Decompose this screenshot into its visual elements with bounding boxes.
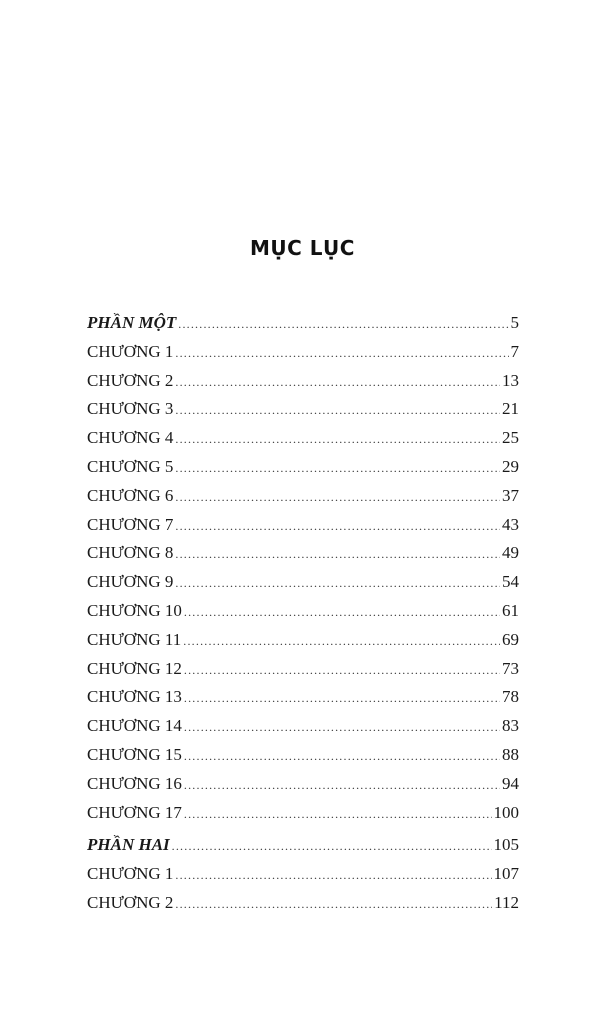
toc-page-number: 13 [502, 370, 519, 390]
toc-part-label: PHẦN MỘT [87, 313, 177, 332]
toc-page-number: 25 [502, 428, 519, 448]
toc-page-number: 29 [502, 456, 519, 476]
toc-entry[interactable] [87, 683, 519, 712]
toc-page-number: 49 [502, 543, 519, 563]
dot-leader [175, 569, 500, 598]
toc-entry[interactable] [87, 889, 519, 918]
toc-entry[interactable] [87, 511, 519, 540]
toc-page-number: 107 [493, 864, 519, 884]
toc-entry[interactable] [87, 568, 519, 597]
toc-entry-label: CHƯƠNG 11 [87, 629, 182, 649]
toc-page-number: 78 [502, 687, 519, 707]
page-title: MỤC LỤC [250, 236, 355, 260]
toc-entry[interactable] [87, 712, 519, 741]
dot-leader [175, 339, 508, 368]
toc-entry-label: CHƯƠNG 14 [87, 716, 182, 736]
toc-page-number: 21 [502, 399, 519, 419]
toc-page-number: 43 [502, 514, 519, 534]
toc-entry-label: CHƯƠNG 7 [87, 514, 174, 534]
table-of-contents [87, 309, 519, 918]
dot-leader [175, 396, 500, 425]
toc-part-1[interactable] [87, 309, 519, 338]
toc-entry-label: CHƯƠNG 1 [87, 864, 174, 884]
dot-leader [183, 627, 500, 656]
toc-entry[interactable] [87, 338, 519, 367]
toc-entry-label: CHƯƠNG 4 [87, 428, 174, 448]
toc-entry[interactable] [87, 860, 519, 889]
toc-entry[interactable] [87, 626, 519, 655]
toc-page-number: 73 [502, 658, 519, 678]
toc-page-number: 88 [502, 744, 519, 764]
toc-entry[interactable] [87, 741, 519, 770]
dot-leader [184, 598, 500, 627]
toc-page-number: 100 [493, 802, 519, 822]
toc-part-2[interactable] [87, 831, 519, 860]
toc-entry-label: CHƯƠNG 2 [87, 370, 174, 390]
toc-page-number: 61 [502, 600, 519, 620]
toc-page-number: 7 [510, 341, 519, 361]
toc-entry-label: CHƯƠNG 15 [87, 744, 182, 764]
toc-page-number: 83 [502, 716, 519, 736]
toc-page-number: 54 [502, 572, 519, 592]
dot-leader [184, 800, 492, 829]
dot-leader [175, 425, 500, 454]
dot-leader [178, 310, 508, 339]
dot-leader [175, 890, 492, 919]
toc-entry-label: CHƯƠNG 17 [87, 802, 182, 822]
toc-entry-label: CHƯƠNG 9 [87, 572, 174, 592]
dot-leader [175, 861, 491, 890]
toc-page-number: 112 [494, 892, 519, 912]
toc-entry-label: CHƯƠNG 16 [87, 773, 182, 793]
dot-leader [175, 483, 500, 512]
toc-entry[interactable] [87, 597, 519, 626]
toc-entry-label: CHƯƠNG 1 [87, 341, 174, 361]
toc-entry-label: CHƯƠNG 13 [87, 687, 182, 707]
toc-entry-label: CHƯƠNG 6 [87, 485, 174, 505]
toc-page-number: 105 [493, 835, 519, 855]
dot-leader [172, 832, 492, 861]
toc-entry[interactable] [87, 367, 519, 396]
toc-entry[interactable] [87, 799, 519, 828]
toc-page-number: 37 [502, 485, 519, 505]
dot-leader [184, 771, 500, 800]
dot-leader [184, 684, 500, 713]
toc-entry[interactable] [87, 539, 519, 568]
toc-entry[interactable] [87, 482, 519, 511]
toc-page-number: 5 [510, 313, 519, 332]
toc-entry[interactable] [87, 424, 519, 453]
toc-entry[interactable] [87, 770, 519, 799]
toc-entry[interactable] [87, 453, 519, 482]
dot-leader [175, 368, 500, 397]
toc-entry-label: CHƯƠNG 12 [87, 658, 182, 678]
dot-leader [184, 713, 500, 742]
toc-entry-label: CHƯƠNG 5 [87, 456, 174, 476]
toc-entry[interactable] [87, 395, 519, 424]
toc-entry-label: CHƯƠNG 10 [87, 600, 182, 620]
dot-leader [175, 512, 500, 541]
dot-leader [175, 540, 500, 569]
toc-entry-label: CHƯƠNG 8 [87, 543, 174, 563]
toc-entry-label: CHƯƠNG 3 [87, 399, 174, 419]
toc-entry-label: CHƯƠNG 2 [87, 892, 174, 912]
toc-page-number: 69 [502, 629, 519, 649]
toc-part-label: PHẦN HAI [87, 835, 170, 855]
dot-leader [184, 742, 500, 771]
dot-leader [175, 454, 500, 483]
dot-leader [184, 656, 500, 685]
toc-page-number: 94 [502, 773, 519, 793]
toc-entry[interactable] [87, 655, 519, 684]
